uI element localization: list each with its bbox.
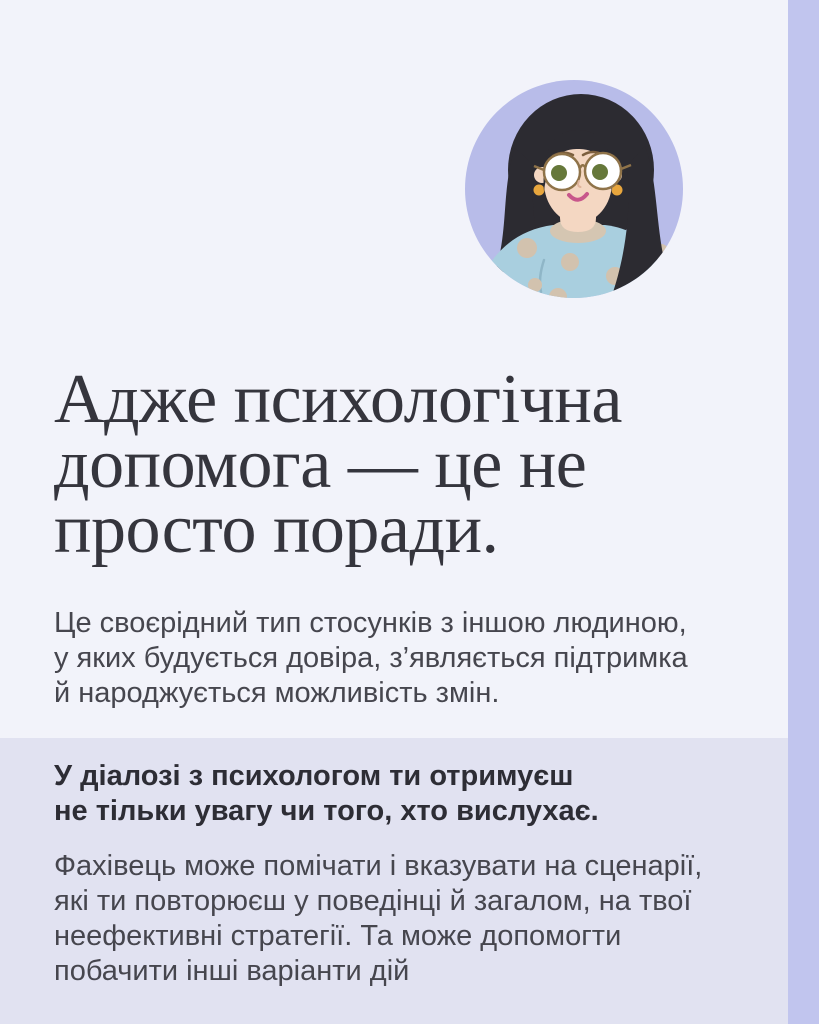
highlight-lead-line: У діалозі з психологом ти отримуєш [54,760,574,792]
title-line: допомога — це не [54,426,587,503]
intro-paragraph [54,606,688,711]
iris-left [551,165,567,181]
intro-line: Це своєрідний тип стосунків з іншою людиною, [54,607,687,639]
highlight-body-line: Фахівець може помічати і вказувати на сценарії, [54,850,703,882]
highlight-lead [54,759,599,829]
highlight-body-line: побачити інші варіанти дій [54,955,410,987]
title-line: Адже психологічна [54,361,622,438]
highlight-body [54,849,702,989]
intro-line: у яких будується довіра, з’являється підтримка [54,642,688,674]
highlight-body-line: неефективні стратегії. Та може допомогти [54,920,622,952]
iris-right [592,164,608,180]
psychologist-avatar-graphic [465,80,683,298]
highlight-body-line: які ти повторюєш у поведінці й загалом, на твої [54,885,692,917]
intro-line: й народжується можливість змін. [54,677,500,709]
page-title [54,361,622,568]
right-accent-stripe [788,0,819,1024]
title-line: просто поради. [54,491,499,568]
psychologist-avatar-illustration [465,80,683,298]
highlight-lead-line: не тільки увагу чи того, хто вислухає. [54,795,599,827]
earring-left [534,185,545,196]
